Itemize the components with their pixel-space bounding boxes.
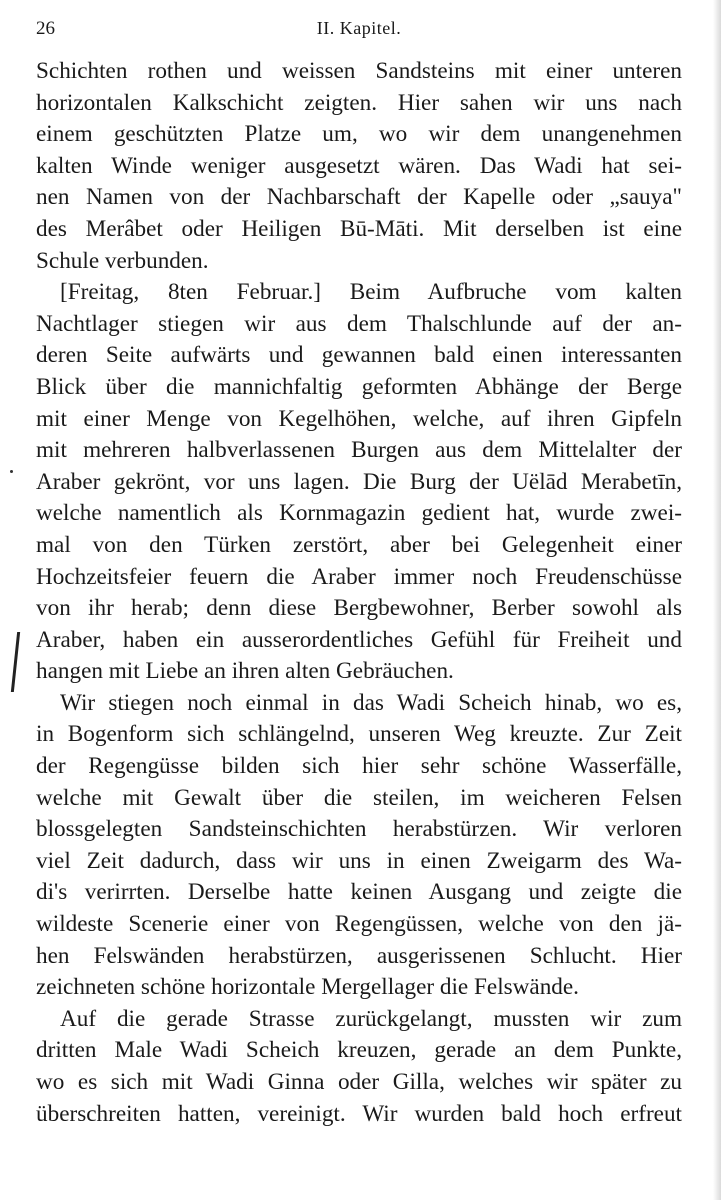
text-line: Schule verbunden. <box>36 247 209 274</box>
text-line: welche mit Gewalt über die steilen, im weicheren Felsen <box>36 784 682 811</box>
page-header <box>36 18 682 48</box>
text-line: kalten Winde weniger ausgesetzt wären. Das Wadi hat sei- <box>36 152 682 179</box>
text-line: horizontalen Kalkschicht zeigten. Hier sahen wir uns nach <box>36 89 682 116</box>
text-line: Hochzeitsfeier feuern die Araber immer noch Freudenschüsse <box>36 563 682 590</box>
text-line: zeichneten schöne horizontale Mergellager die Felswände. <box>36 974 579 1001</box>
text-line: nen Namen von der Nachbarschaft der Kapelle oder „sauya" <box>36 184 682 211</box>
text-line: Blick über die mannichfaltig geformten Abhänge der Berge <box>36 373 682 400</box>
text-line: mit mehreren halbverlassenen Burgen aus dem Mittelalter der <box>36 437 682 464</box>
text-line: des Merâbet oder Heiligen Bū-Māti. Mit derselben ist eine <box>36 215 682 242</box>
margin-pencil-mark <box>11 632 20 692</box>
text-line: wildeste Scenerie einer von Regengüssen, welche von den jä- <box>36 911 682 938</box>
text-line: [Freitag, 8ten Februar.] Beim Aufbruche vom kalten <box>60 279 682 306</box>
text-line: blossgelegten Sandsteinschichten herabstürzen. Wir verloren <box>36 816 682 843</box>
text-line: wo es sich mit Wadi Ginna oder Gilla, welches wir später zu <box>36 1069 682 1095</box>
text-line: viel Zeit dadurch, dass wir uns in einen Zweigarm des Wa- <box>36 847 682 874</box>
text-line: di's verirrten. Derselbe hatte keinen Ausgang und zeigte die <box>36 879 682 906</box>
text-line: Araber gekrönt, vor uns lagen. Die Burg der Uëlād Merabetīn, <box>36 468 682 495</box>
text-line: Wir stiegen noch einmal in das Wadi Scheich hinab, wo es, <box>60 689 682 716</box>
text-line: mal von den Türken zerstört, aber bei Gelegenheit einer <box>36 531 682 558</box>
text-line: Araber, haben ein ausserordentliches Gefühl für Freiheit und <box>36 626 682 653</box>
text-line: Schichten rothen und weissen Sandsteins mit einer unteren <box>36 58 682 84</box>
page-number: 26 <box>36 18 55 39</box>
text-line: von ihr herab; denn diese Bergbewohner, Berber sowohl als <box>36 595 682 622</box>
text-line: hen Felswänden herabstürzen, ausgerissenen Schlucht. Hier <box>36 942 682 969</box>
text-line: überschreiten hatten, vereinigt. Wir wurden bald hoch erfreut <box>36 1100 682 1127</box>
margin-dot <box>10 470 13 473</box>
text-line: Auf die gerade Strasse zurückgelangt, mussten wir zum <box>60 1005 682 1032</box>
text-line: welche namentlich als Kornmagazin gedient hat, wurde zwei- <box>36 500 682 527</box>
text-line: mit einer Menge von Kegelhöhen, welche, auf ihren Gipfeln <box>36 405 682 432</box>
text-line: dritten Male Wadi Scheich kreuzen, gerade an dem Punkte, <box>36 1037 682 1064</box>
text-line: hangen mit Liebe an ihren alten Gebräuchen. <box>36 658 454 685</box>
page-edge-shadow <box>713 0 721 1200</box>
running-head: II. Kapitel. <box>316 18 402 38</box>
text-line: der Regengüsse bilden sich hier sehr schöne Wasserfälle, <box>36 753 682 780</box>
text-line: in Bogenform sich schlängelnd, unseren Weg kreuzte. Zur Zeit <box>36 721 682 748</box>
body-text <box>36 56 682 1130</box>
text-line: Nachtlager stiegen wir aus dem Thalschlunde auf der an- <box>36 310 682 337</box>
text-line: einem geschützten Platze um, wo wir dem unangenehmen <box>36 121 682 148</box>
text-line: deren Seite aufwärts und gewannen bald einen interessanten <box>36 342 682 369</box>
